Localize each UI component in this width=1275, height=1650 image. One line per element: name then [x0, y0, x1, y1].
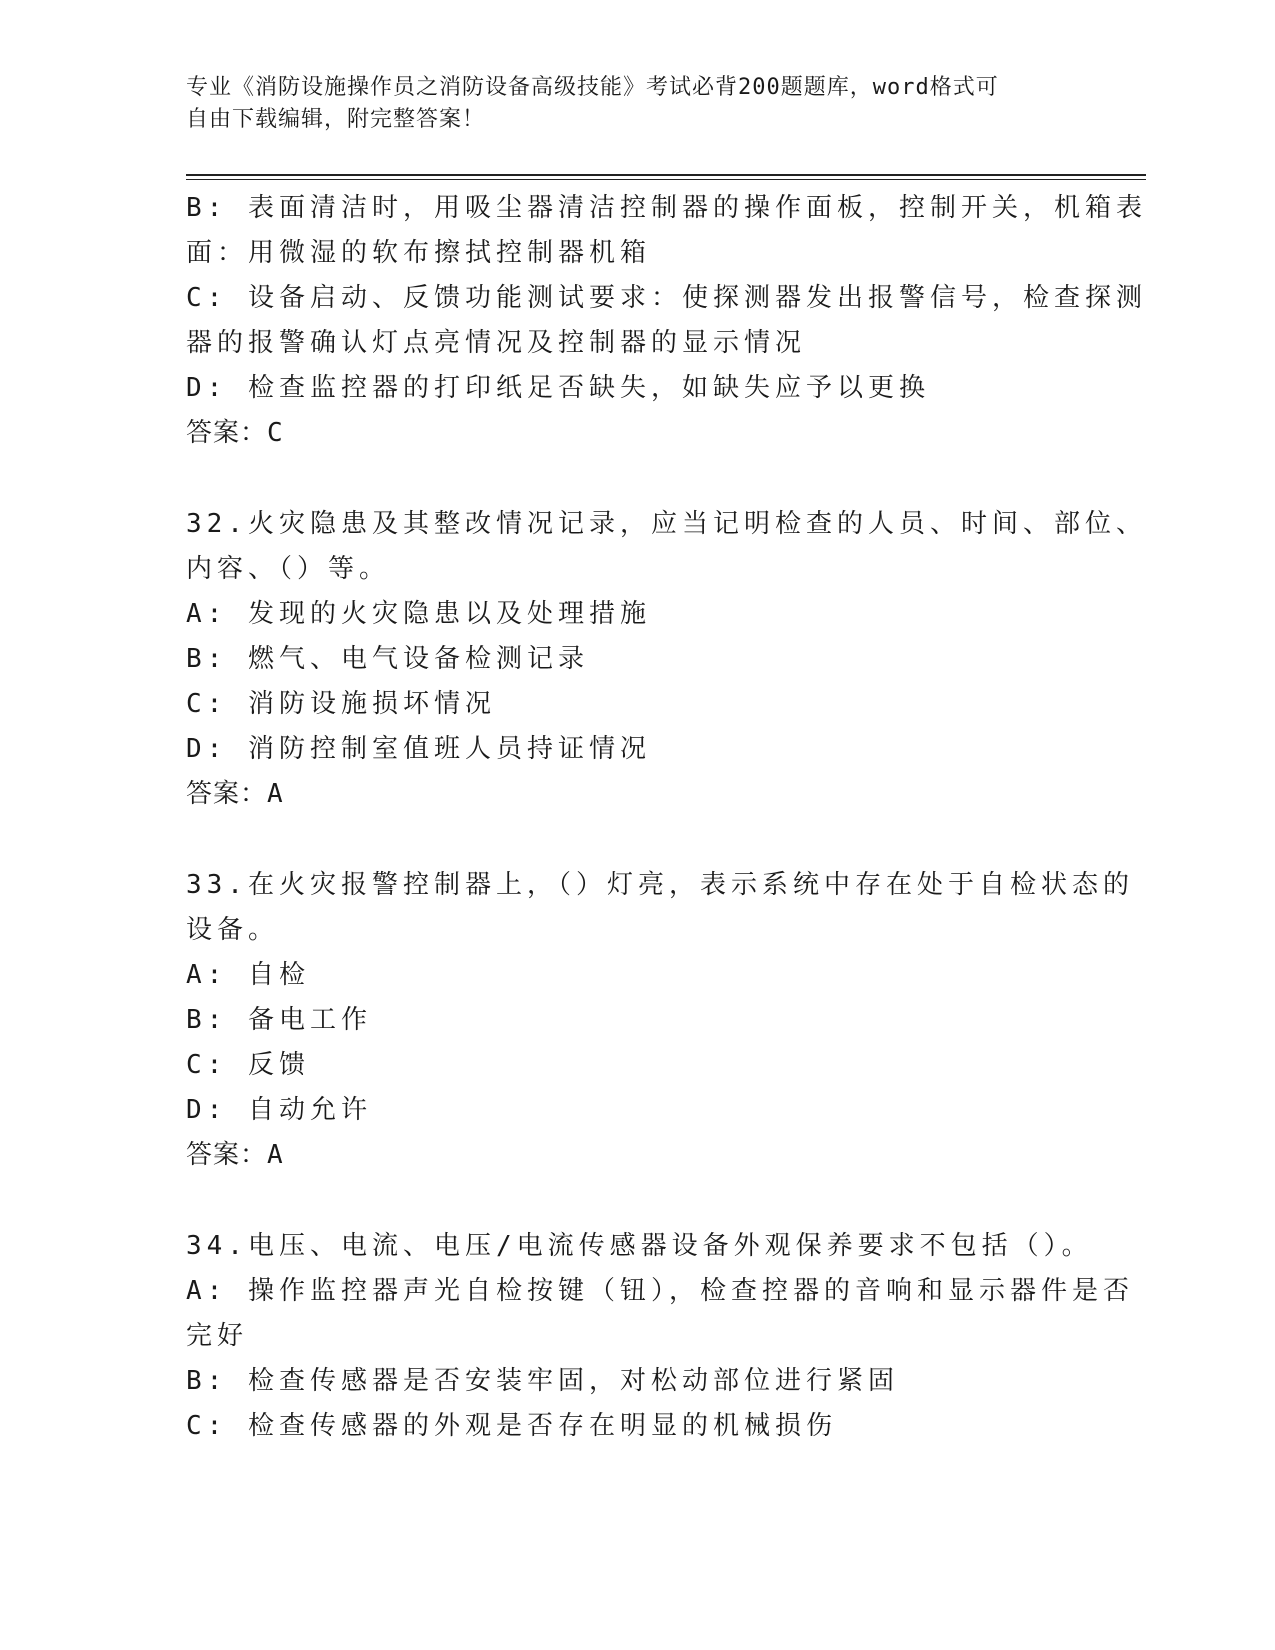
- q34-option-c: C: 检查传感器的外观是否存在明显的机械损伤: [186, 1411, 837, 1441]
- q33-option-d: D: 自动允许: [186, 1095, 372, 1125]
- question-list: [186, 186, 1147, 1449]
- q34-option-a-line2: 完好: [186, 1321, 249, 1351]
- q31-answer: 答案：C: [186, 418, 284, 448]
- q32-option-c: C: 消防设施损坏情况: [186, 689, 496, 719]
- q33-option-b: B: 备电工作: [186, 1005, 372, 1035]
- question-34: [186, 1224, 1134, 1449]
- q32-stem-line2: 内容、（）等。: [186, 554, 391, 584]
- q31-option-c-line1: C: 设备启动、反馈功能测试要求：使探测器发出报警信号，检查探测: [186, 283, 1147, 313]
- header-title-line1: 专业《消防设施操作员之消防设备高级技能》考试必背200题题库，word格式可: [186, 75, 999, 100]
- q32-option-a: A: 发现的火灾隐患以及处理措施: [186, 599, 651, 629]
- q33-answer: 答案：A: [186, 1140, 284, 1170]
- question-31: [186, 186, 1147, 456]
- q34-option-a-line1: A: 操作监控器声光自检按键（钮），检查控器的音响和显示器件是否: [186, 1276, 1134, 1306]
- spacer: [186, 1178, 1086, 1224]
- q31-option-c-line2: 器的报警确认灯点亮情况及控制器的显示情况: [186, 328, 807, 358]
- q32-option-d: D: 消防控制室值班人员持证情况: [186, 734, 651, 764]
- question-33: [186, 863, 1134, 1178]
- q33-stem-line2: 设备。: [186, 915, 280, 945]
- q33-option-c: C: 反馈: [186, 1050, 310, 1080]
- q32-answer: 答案：A: [186, 779, 284, 809]
- question-32: [186, 502, 1147, 817]
- q31-option-b-line1: B: 表面清洁时，用吸尘器清洁控制器的操作面板，控制开关，机箱表: [186, 193, 1147, 223]
- q32-stem-line1: 32.火灾隐患及其整改情况记录，应当记明检查的人员、时间、部位、: [186, 509, 1147, 539]
- q31-option-d: D: 检查监控器的打印纸足否缺失，如缺失应予以更换: [186, 373, 930, 403]
- q33-stem-line1: 33.在火灾报警控制器上，（）灯亮，表示系统中存在处于自检状态的: [186, 870, 1134, 900]
- q32-option-b: B: 燃气、电气设备检测记录: [186, 644, 589, 674]
- q34-stem-line1: 34.电压、电流、电压/电流传感器设备外观保养要求不包括（）。: [186, 1231, 1093, 1261]
- q33-option-a: A: 自检: [186, 960, 310, 990]
- q34-option-b: B: 检查传感器是否安装牢固，对松动部位进行紧固: [186, 1366, 899, 1396]
- spacer: [186, 456, 1086, 502]
- header-title-line2: 自由下载编辑，附完整答案！: [186, 107, 486, 132]
- spacer: [186, 817, 1086, 863]
- q31-option-b-line2: 面：用微湿的软布擦拭控制器机箱: [186, 238, 652, 268]
- document-header: [186, 72, 1066, 136]
- header-divider: [186, 174, 1146, 180]
